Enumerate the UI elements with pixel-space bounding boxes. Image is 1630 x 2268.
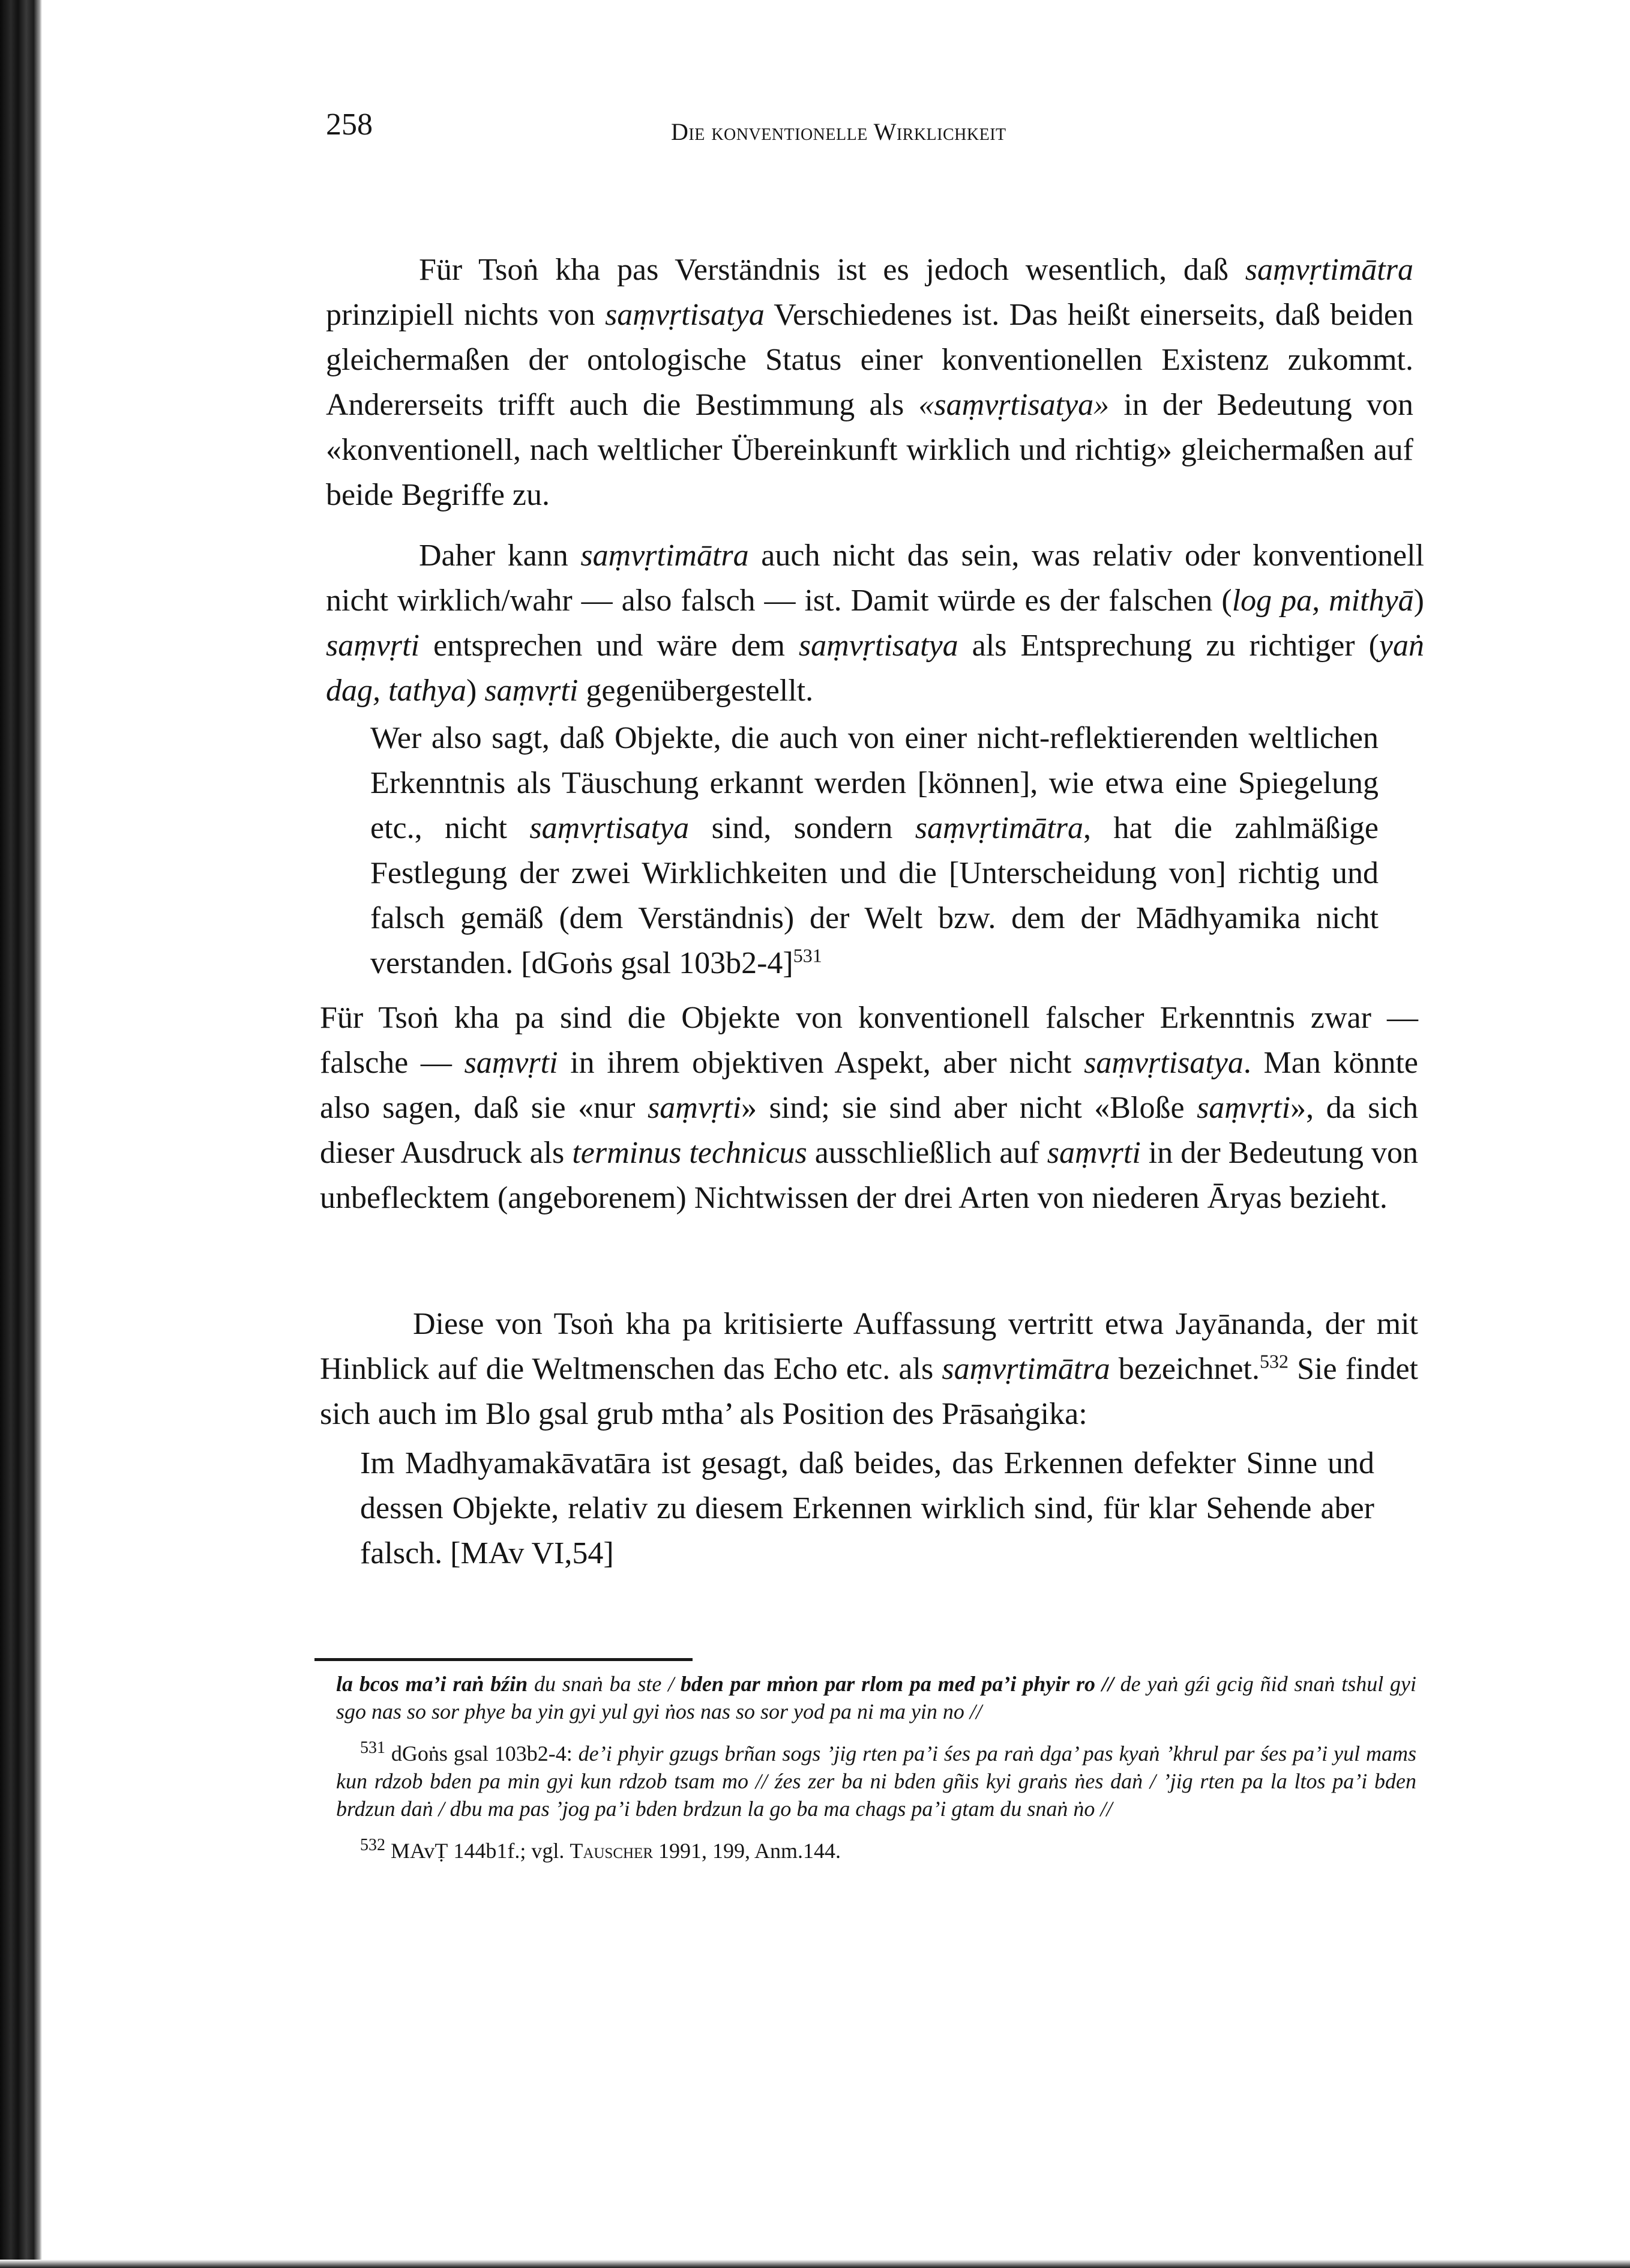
- footnote-rule: [314, 1658, 693, 1661]
- scan-binding-edge: [0, 0, 42, 2268]
- running-title: Die konventionelle Wirklichkeit: [671, 118, 1006, 145]
- footnote-532: $^{532}$ MAvṬ 144b1f.; vgl. Tauscher 1991, 199, Anm.144.: [360, 1836, 841, 1863]
- paragraph-3: Für Tsoṅ kha pa sind die Objekte von konventionell falscher Erkenntnis zwar — falsche — saṃvṛti in ihrem objektiven Aspekt, aber nicht saṃvṛtisatya. Man könnte also sagen, daß sie «nur saṃvṛti» sind; sie sind aber nicht «Bloße saṃvṛti», da sich dieser Ausdruck als terminus technicus ausschließlich auf saṃvṛti in der Bedeutung von unbeflecktem (angeborenem) Nichtwissen der drei Arten von niederen Āryas bezieht.: [320, 1001, 1418, 1215]
- paragraph-2: Daher kann saṃvṛtimātra auch nicht das sein, was relativ oder konventionell nicht wirklich/wahr — also falsch — ist. Damit würde es der falschen (log pa, mithyā) saṃvṛti entsprechen und wäre dem saṃvṛtisatya als Entsprechung zu richtiger (yaṅ dag, tathya) saṃvṛti gegenübergestellt.: [326, 538, 1425, 708]
- paragraph-4: Diese von Tsoṅ kha pa kritisierte Auffassung vertritt etwa Jayānanda, der mit Hinblick auf die Weltmenschen das Echo etc. als saṃvṛtimātra bezeichnet.$^{532}$ Sie findet sich auch im Blo gsal grub mtha’ als Position des Prāsaṅgika:: [320, 1307, 1418, 1431]
- footnote-continuation: la bcos ma’i raṅ bźin du snaṅ ba ste / bden par mṅon par rlom pa med pa’i phyir ro // de yaṅ gźi gcig ñid snaṅ tshul gyi sgo nas so sor phye ba yin gyi yul gyi ṅos nas so sor yod pa ni ma yin no //: [336, 1672, 1417, 1724]
- page-number: 258: [326, 107, 373, 142]
- footnote-531: $^{531}$ dGoṅs gsal 103b2-4: de’i phyir gzugs brñan sogs ’jig rten pa’i śes pa raṅ dga’ pas kyaṅ ’khrul par śes pa’i yul mams kun rdzob bden pa min gyi kun rdzob tsam mo // źes zer ba ni bden gñis kyi graṅs ṅes daṅ / ’jig rten pa la ltos pa’i bden brdzun daṅ / dbu ma pas ’jog pa’i bden brdzun la go ba ma chags pa’i gtam du snaṅ ṅo //: [336, 1739, 1416, 1821]
- footnotes: [336, 1670, 1416, 1865]
- block-quote-1: Wer also sagt, daß Objekte, die auch von einer nicht-reflektierenden weltlichen Erkenntnis als Täuschung erkannt werden [können], wie etwa eine Spiegelung etc., nicht saṃvṛtisatya sind, sondern saṃvṛtimātra, hat die zahlmäßige Festlegung der zwei Wirklichkeiten und die [Unterscheidung von] richtig und falsch gemäß (dem Verständnis) der Welt bzw. dem der Mādhyamika nicht verstanden. [dGoṅs gsal 103b2-4]$^{531}$: [370, 721, 1379, 980]
- footnote-ref-532: 532: [1260, 1350, 1289, 1372]
- block-quote-2: Im Madhyamakāvatāra ist gesagt, daß beides, das Erkennen defekter Sinne und dessen Objekte, relativ zu diesem Erkennen wirklich sind, für klar Sehende aber falsch. [MAv VI,54]: [360, 1446, 1374, 1570]
- scan-bottom-edge: [0, 2260, 1630, 2268]
- footnote-ref-531: 531: [793, 944, 822, 967]
- paragraph-1: Für Tsoṅ kha pas Verständnis ist es jedoch wesentlich, daß saṃvṛtimātra prinzipiell nichts von saṃvṛtisatya Verschiedenes ist. Das heißt einerseits, daß beiden gleichermaßen der ontologische Status einer konventionellen Existenz zukommt. Andererseits trifft auch die Bestimmung als «saṃvṛtisatya» in der Bedeutung von «konventionell, nach weltlicher Übereinkunft wirklich und richtig» gleichermaßen auf beide Begriffe zu.: [326, 253, 1414, 512]
